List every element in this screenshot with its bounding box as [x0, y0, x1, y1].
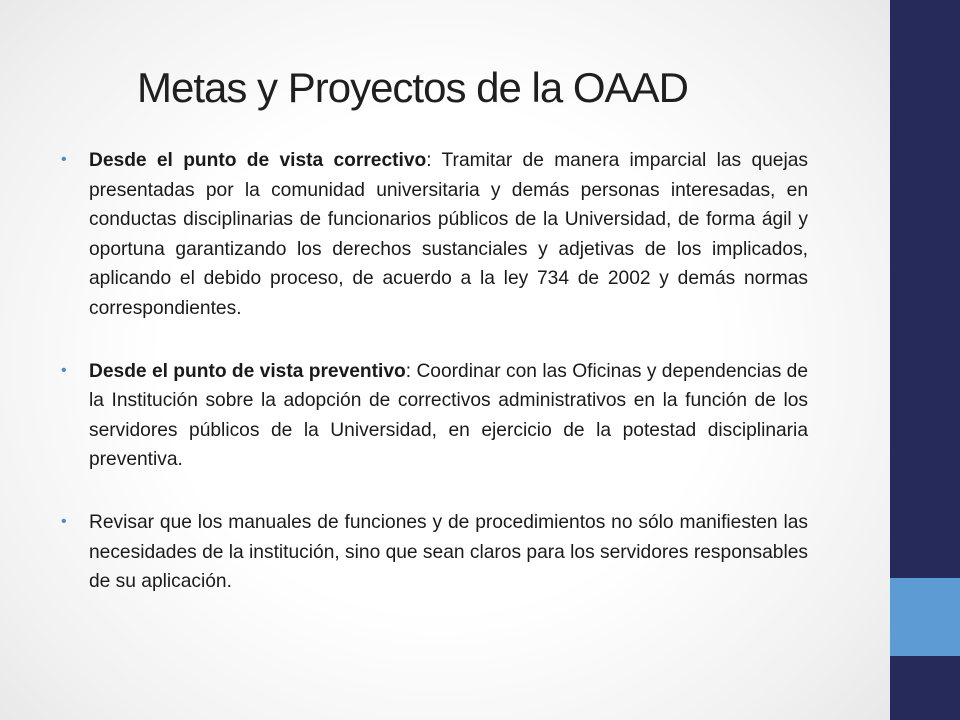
sidebar-accent-block — [890, 578, 960, 656]
bullet-item-correctivo — [60, 146, 808, 324]
bullet-text: : Coordinar con las Oficinas y dependencias de la Institución sobre la adopción de correctivos administrativos en la función de los servidores públicos de la Universidad, en ejercicio de la potestad disciplinaria preventiva. — [89, 360, 808, 471]
slide-title: Metas y Proyectos de la OAAD — [137, 64, 688, 111]
bullet-text: Revisar que los manuales de funciones y de procedimientos no sólo manifiesten las necesidades de la institución, sino que sean claros para los servidores responsables de su aplicación. — [89, 511, 808, 593]
bullet-dot-icon: • — [61, 361, 67, 379]
bullet-list — [60, 146, 808, 597]
bullet-item-preventivo — [60, 357, 808, 475]
bullet-item-manuales — [60, 508, 808, 597]
bullet-dot-icon: • — [61, 512, 67, 530]
bullet-text: : Tramitar de manera imparcial las quejas presentadas por la comunidad universitaria y demás personas interesadas, en conductas disciplinarias de funcionarios públicos de la Universidad, de forma ágil y oportuna garantizando los derechos sustanciales y adjetivas de los implicados, aplicando el debido proceso, de acuerdo a la ley 734 de 2002 y demás normas correspondientes. — [89, 150, 808, 319]
bullet-lead: Desde el punto de vista correctivo — [89, 150, 427, 171]
bullet-dot-icon: • — [61, 151, 67, 168]
bullet-lead: Desde el punto de vista preventivo — [89, 360, 406, 382]
